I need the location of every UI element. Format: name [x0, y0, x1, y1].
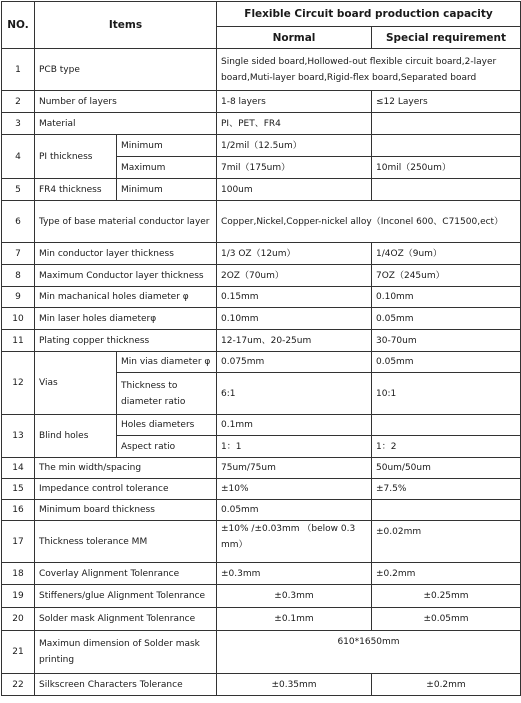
normal-value: 75um/75um [217, 458, 372, 479]
row-number: 16 [2, 500, 35, 521]
special-value: 0.05mm [372, 308, 521, 330]
sub-item-label: Maximum [117, 157, 217, 179]
value-merged: 610*1650mm [217, 631, 521, 674]
row-number: 7 [2, 243, 35, 265]
header-items: Items [35, 2, 217, 49]
table-row [2, 479, 521, 500]
special-value [372, 135, 521, 157]
row-number: 10 [2, 308, 35, 330]
table-row [2, 49, 521, 91]
item-label: Plating copper thickness [35, 330, 217, 352]
normal-value: 2OZ（70um） [217, 265, 372, 287]
table-row [2, 631, 521, 674]
sub-item-label: Minimum [117, 135, 217, 157]
item-label: Coverlay Alignment Tolenrance [35, 563, 217, 585]
table-row [2, 243, 521, 265]
table-row [2, 415, 521, 436]
item-label: The min width/spacing [35, 458, 217, 479]
table-row [2, 585, 521, 608]
item-label: Min conductor layer thickness [35, 243, 217, 265]
normal-value: 0.15mm [217, 287, 372, 308]
normal-value: 6:1 [217, 373, 372, 415]
item-label: Vias [35, 352, 117, 415]
table-row [2, 287, 521, 308]
header-row-1 [2, 2, 521, 27]
special-value: ±0.2mm [372, 674, 521, 696]
normal-value: 7mil（175um） [217, 157, 372, 179]
header-capacity: Flexible Circuit board production capacity [217, 2, 521, 27]
row-number: 15 [2, 479, 35, 500]
normal-value: ±0.1mm [217, 608, 372, 631]
row-number: 19 [2, 585, 35, 608]
table-row [2, 563, 521, 585]
normal-value: 0.075mm [217, 352, 372, 373]
special-value: 10:1 [372, 373, 521, 415]
special-value [372, 500, 521, 521]
item-label: Solder mask Alignment Tolenrance [35, 608, 217, 631]
item-label: PCB type [35, 49, 217, 91]
item-label: PI thickness [35, 135, 117, 179]
normal-value: ±10% /±0.03mm （below 0.3 mm） [217, 521, 372, 563]
special-value: 1/4OZ（9um） [372, 243, 521, 265]
item-label: Material [35, 113, 217, 135]
table-row [2, 500, 521, 521]
header-normal: Normal [217, 27, 372, 49]
capacity-table [1, 1, 521, 696]
special-value: 0.10mm [372, 287, 521, 308]
normal-value: ±10% [217, 479, 372, 500]
special-value: 10mil（250um） [372, 157, 521, 179]
row-number: 21 [2, 631, 35, 674]
normal-value: 0.1mm [217, 415, 372, 436]
table-row [2, 521, 521, 563]
table-row [2, 330, 521, 352]
item-label: Stiffeners/glue Alignment Tolenrance [35, 585, 217, 608]
item-label: Maximum Conductor layer thickness [35, 265, 217, 287]
sub-item-label: Thickness to diameter ratio [117, 373, 217, 415]
special-value: 0.05mm [372, 352, 521, 373]
item-label: FR4 thickness [35, 179, 117, 201]
item-label: Number of layers [35, 91, 217, 113]
normal-value: ±0.3mm [217, 585, 372, 608]
row-number: 6 [2, 201, 35, 243]
normal-value: 1：1 [217, 436, 372, 458]
row-number: 22 [2, 674, 35, 696]
special-value: 7OZ（245um） [372, 265, 521, 287]
table-row [2, 201, 521, 243]
item-label: Minimum board thickness [35, 500, 217, 521]
special-value: ±0.02mm [372, 521, 521, 563]
header-special: Special requirement [372, 27, 521, 49]
table-row [2, 91, 521, 113]
row-number: 9 [2, 287, 35, 308]
item-label: Blind holes [35, 415, 117, 458]
special-value: ±7.5% [372, 479, 521, 500]
item-label: Maximun dimension of Solder mask printing [35, 631, 217, 674]
item-label: Min machanical holes diameter φ [35, 287, 217, 308]
normal-value: 1/2mil（12.5um） [217, 135, 372, 157]
special-value [372, 415, 521, 436]
normal-value: 100um [217, 179, 372, 201]
value-merged: Copper,Nickel,Copper-nickel alloy（Inconel 600、C71500,ect） [217, 201, 521, 243]
value-merged: Single sided board,Hollowed-out flexible circuit board,2-layer board,Muti-layer board,Rigid-flex board,Separated board [217, 49, 521, 91]
row-number: 13 [2, 415, 35, 458]
row-number: 8 [2, 265, 35, 287]
special-value: ≤12 Layers [372, 91, 521, 113]
sub-item-label: Holes diameters [117, 415, 217, 436]
row-number: 12 [2, 352, 35, 415]
normal-value: 1/3 OZ（12um） [217, 243, 372, 265]
normal-value: 0.10mm [217, 308, 372, 330]
normal-value: 1-8 layers [217, 91, 372, 113]
special-value: 1：2 [372, 436, 521, 458]
special-value: ±0.05mm [372, 608, 521, 631]
table-row [2, 608, 521, 631]
table-row [2, 352, 521, 373]
special-value [372, 113, 521, 135]
row-number: 17 [2, 521, 35, 563]
header-no: NO. [2, 2, 35, 49]
item-label: Thickness tolerance MM [35, 521, 217, 563]
table-row [2, 113, 521, 135]
row-number: 1 [2, 49, 35, 91]
item-label: Impedance control tolerance [35, 479, 217, 500]
table-row [2, 265, 521, 287]
row-number: 3 [2, 113, 35, 135]
normal-value: PI、PET、FR4 [217, 113, 372, 135]
sub-item-label: Min vias diameter φ [117, 352, 217, 373]
item-label: Min laser holes diameterφ [35, 308, 217, 330]
normal-value: 12-17um、20-25um [217, 330, 372, 352]
row-number: 18 [2, 563, 35, 585]
special-value: ±0.25mm [372, 585, 521, 608]
special-value: 30-70um [372, 330, 521, 352]
row-number: 20 [2, 608, 35, 631]
normal-value: 0.05mm [217, 500, 372, 521]
sub-item-label: Minimum [117, 179, 217, 201]
row-number: 11 [2, 330, 35, 352]
table-row [2, 458, 521, 479]
special-value: 50um/50um [372, 458, 521, 479]
special-value [372, 179, 521, 201]
normal-value: ±0.3mm [217, 563, 372, 585]
row-number: 4 [2, 135, 35, 179]
row-number: 14 [2, 458, 35, 479]
row-number: 5 [2, 179, 35, 201]
row-number: 2 [2, 91, 35, 113]
table-row [2, 308, 521, 330]
table-row [2, 179, 521, 201]
item-label: Type of base material conductor layer [35, 201, 217, 243]
item-label: Silkscreen Characters Tolerance [35, 674, 217, 696]
table-row [2, 674, 521, 696]
sub-item-label: Aspect ratio [117, 436, 217, 458]
special-value: ±0.2mm [372, 563, 521, 585]
table-row [2, 135, 521, 157]
normal-value: ±0.35mm [217, 674, 372, 696]
